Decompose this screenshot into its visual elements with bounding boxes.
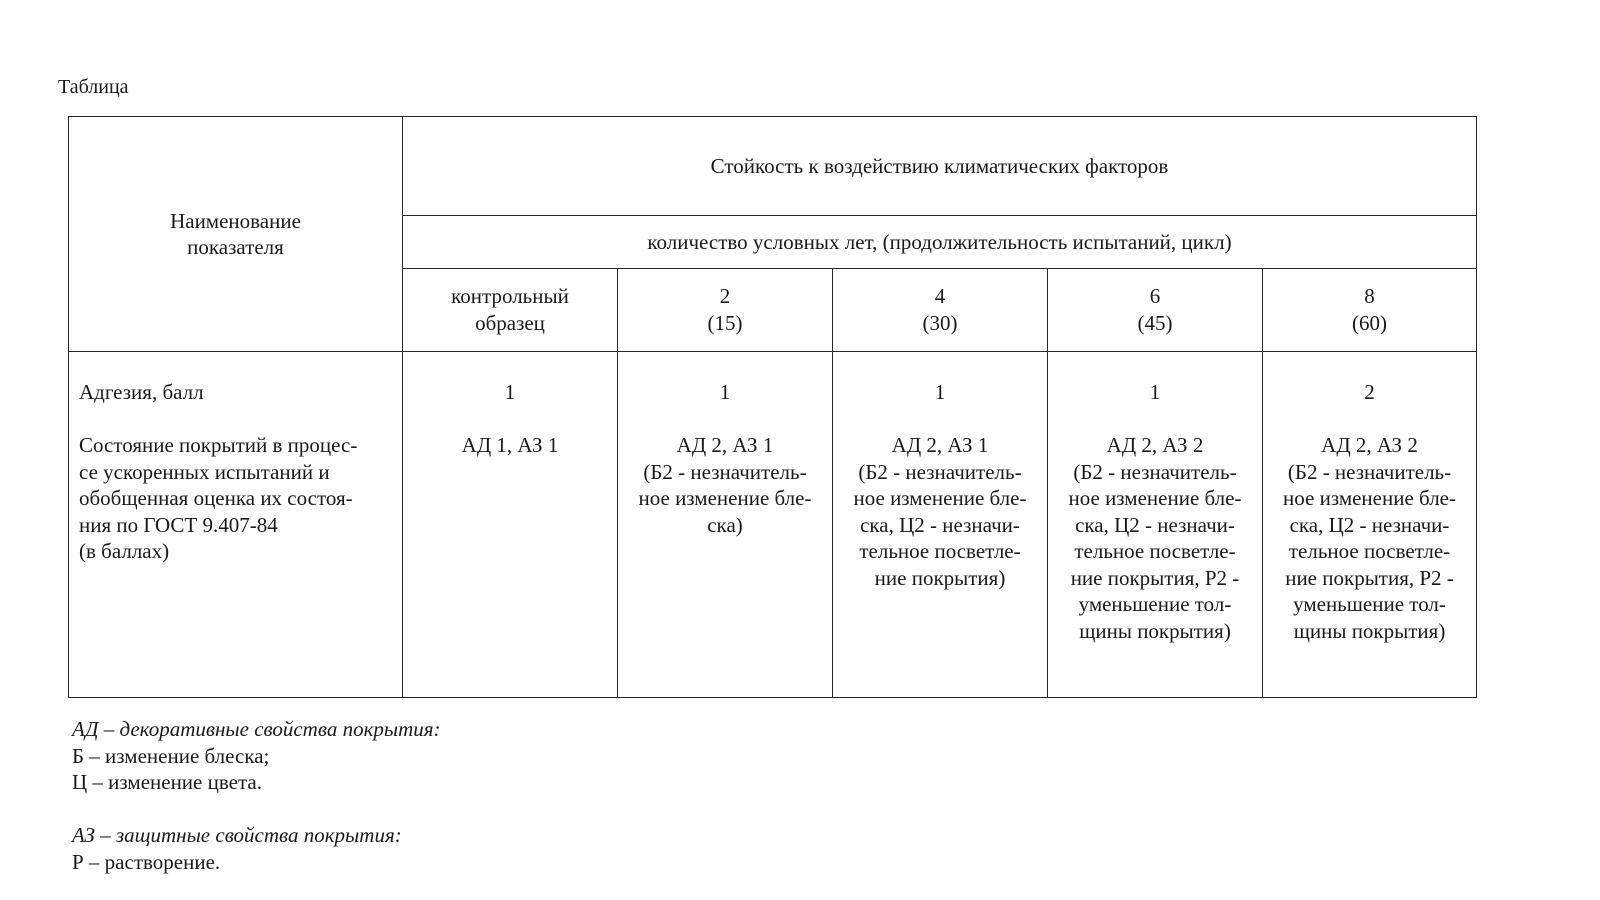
value-cell-6-years — [1048, 352, 1263, 698]
value-cell-control — [403, 352, 618, 698]
column-header-6-years: 6 (45) — [1048, 269, 1263, 352]
row-labels-cell — [69, 352, 403, 698]
column-header-control: контрольный образец — [403, 269, 618, 352]
header-row-main — [69, 117, 1477, 216]
state-value: АД 2, АЗ 1 (Б2 - незначитель- ное изменение бле- ска) — [638, 433, 812, 537]
table-row — [69, 352, 1477, 698]
adhesion-value: 1 — [719, 380, 731, 404]
state-value: АД 1, АЗ 1 — [461, 433, 559, 457]
climate-resistance-header: Стойкость к воздействию климатических факторов — [403, 117, 1477, 216]
value-cell-4-years — [833, 352, 1048, 698]
note-az-title: АЗ – защитные свойства покрытия: — [72, 823, 402, 847]
adhesion-value: 1 — [504, 380, 516, 404]
adhesion-label: Адгезия, балл — [79, 380, 204, 404]
value-cell-8-years — [1263, 352, 1477, 698]
state-value: АД 2, АЗ 2 (Б2 - незначитель- ное изменение бле- ска, Ц2 - незначи- тельное посветле- ние покрытия, Р2 - уменьшение тол- щины покрытия) — [1283, 433, 1456, 643]
note-b: Б – изменение блеска; — [72, 743, 270, 768]
column-header-8-years: 8 (60) — [1263, 269, 1477, 352]
column-header-2-years: 2 (15) — [618, 269, 833, 352]
column-header-4-years: 4 (30) — [833, 269, 1048, 352]
legend-notes — [72, 716, 441, 875]
table-caption: Таблица — [58, 76, 129, 98]
adhesion-value: 2 — [1364, 380, 1375, 404]
results-table — [68, 116, 1477, 698]
indicator-name-header: Наименование показателя — [69, 117, 403, 352]
note-ts: Ц – изменение цвета. — [72, 770, 262, 794]
note-r: Р – растворение. — [72, 849, 221, 874]
test-duration-header: количество условных лет, (продолжительность испытаний, цикл) — [403, 216, 1477, 269]
adhesion-value: 1 — [1149, 380, 1161, 404]
value-cell-2-years — [618, 352, 833, 698]
state-label: Состояние покрытий в процес- се ускоренных испытаний и обобщенная оценка их состоя- ния по ГОСТ 9.407-84 (в баллах) — [79, 433, 358, 563]
state-value: АД 2, АЗ 2 (Б2 - незначитель- ное изменение бле- ска, Ц2 - незначи- тельное посветле- ние покрытия, Р2 - уменьшение тол- щины покрытия) — [1068, 433, 1242, 643]
note-ad-title: АД – декоративные свойства покрытия: — [72, 717, 441, 741]
adhesion-value: 1 — [934, 380, 946, 404]
state-value: АД 2, АЗ 1 (Б2 - незначитель- ное изменение бле- ска, Ц2 - незначи- тельное посветле- ние покрытия) — [853, 433, 1027, 590]
